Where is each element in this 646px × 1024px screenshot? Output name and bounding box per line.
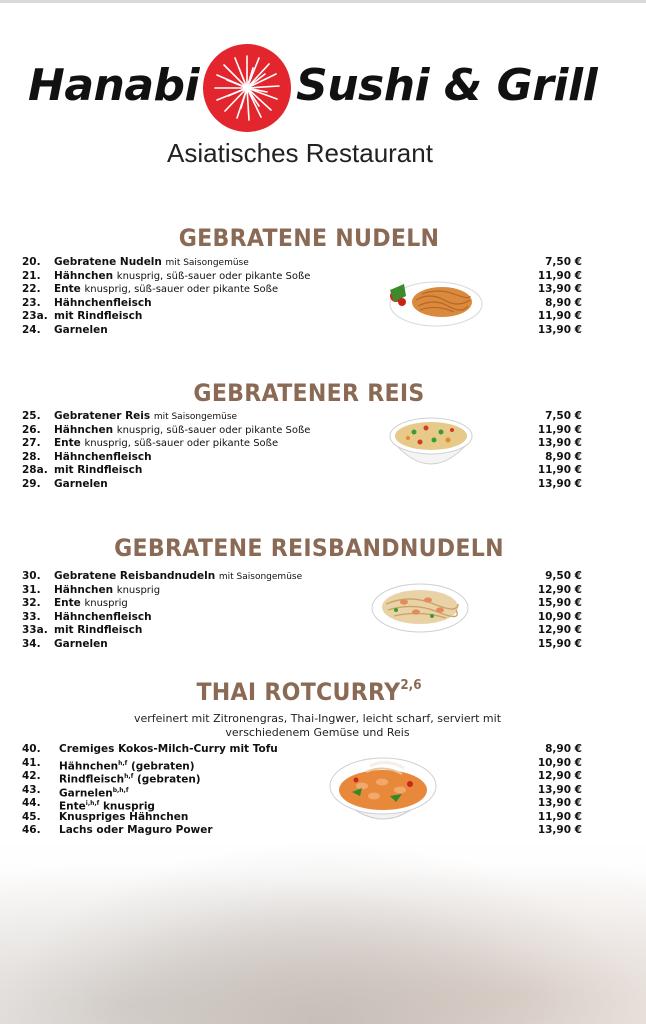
menu-item [22,283,582,297]
item-price: 13,90 € [537,323,582,336]
item-name: Lachs oder Maguro Power [59,824,213,836]
restaurant-subtitle: Asiatisches Restaurant [167,138,433,168]
section-title: GEBRATENER REIS [193,379,425,407]
item-name: mit Rindfleisch [54,624,143,636]
item-price: 12,90 € [537,583,582,596]
item-price: 13,90 € [537,437,582,449]
section-title: GEBRATENE REISBANDNUDELN [114,534,504,562]
item-name: mit Rindfleisch [54,310,143,322]
item-number: 43. [22,783,41,796]
logo-text-left: Hanabi [28,60,200,111]
item-name: Ente knusprig, süß-sauer oder pikante Soße [54,437,279,449]
item-price: 11,90 € [537,810,582,823]
item-number: 23a. [22,310,48,322]
menu-item [22,757,582,771]
menu-item [22,597,582,611]
item-name: Garnelen [54,637,108,650]
item-name: Garnelen [54,477,108,490]
menu-list [22,256,582,337]
red-curry-image [326,752,440,838]
item-price: 11,90 € [537,269,582,282]
menu-item [22,584,582,598]
item-name: Gebratener Reis mit Saisongemüse [54,410,238,422]
item-price: 12,90 € [537,624,582,636]
item-extra: mit Saisongemüse [218,572,303,582]
item-name: Hähnchen knusprig, süß-sauer oder pikante Soße [54,269,311,282]
item-name: Hähnchenfleisch [54,610,152,623]
item-name: Hähnchenfleisch [54,296,152,309]
menu-list [22,570,582,651]
item-number: 22. [22,283,41,295]
logo-text-right: Sushi & Grill [296,60,598,111]
item-number: 26. [22,423,41,436]
item-number: 25. [22,410,41,422]
menu-list [22,410,582,491]
item-name: Rindfleisch$^{h,f}$ (gebraten) [59,773,201,786]
menu-item [22,437,582,451]
item-price: 12,90 € [537,770,582,782]
item-extra: knusprig, süß-sauer oder pikante Soße [116,424,311,436]
item-extra: knusprig, süß-sauer oder pikante Soße [84,284,279,295]
menu-item [22,570,582,584]
fried-rice-image [386,410,476,478]
item-extra: mit Saisongemüse [153,412,238,422]
item-price: 15,90 € [537,597,582,609]
item-number: 28. [22,450,41,463]
item-price: 13,90 € [537,283,582,295]
item-price: 10,90 € [537,756,582,769]
item-price: 13,90 € [537,824,582,836]
item-price: 11,90 € [537,464,582,476]
item-number: 45. [22,810,41,823]
section-description: verfeinert mit Zitronengras, Thai-Ingwer, leicht scharf, serviert mit verschiedenem Gemüse und Reis [133,712,502,739]
menu-item [22,324,582,338]
item-price: 8,90 € [545,296,582,309]
item-extra: mit Saisongemüse [165,258,249,268]
menu-item [22,451,582,465]
item-number: 21. [22,269,41,282]
section-title: GEBRATENE NUDELN [178,224,440,252]
item-name: Gebratene Reisbandnudeln mit Saisongemüse [54,570,303,582]
item-extra: knusprig, süß-sauer oder pikante Soße [116,270,311,282]
item-number: 33. [22,610,41,623]
item-number: 33a. [22,624,48,636]
item-name: Ente knusprig, süß-sauer oder pikante Soße [54,283,279,295]
item-number: 20. [22,256,41,268]
menu-item [22,611,582,625]
item-number: 44. [22,797,41,809]
item-name: Knuspriges Hähnchen [59,810,189,823]
restaurant-logo [28,42,598,137]
item-name: Hähnchen knusprig, süß-sauer oder pikante Soße [54,423,311,436]
item-name: Garnelen [54,323,108,336]
allergen-superscript: 2,6 [400,678,422,693]
item-number: 34. [22,637,41,650]
firework-logo-icon [203,44,291,132]
menu-item [22,824,582,838]
item-name: Garnelen$^{b,h,f}$ [59,786,129,799]
item-name: Hähnchenfleisch [54,450,152,463]
rice-noodles-image [370,580,470,636]
item-extra: knusprig [84,598,128,609]
item-name: mit Rindfleisch [54,464,143,476]
menu-item [22,464,582,478]
item-number: 46. [22,824,41,836]
menu-item [22,424,582,438]
item-number: 28a. [22,464,48,476]
item-number: 42. [22,770,41,782]
item-name: Cremiges Kokos-Milch-Curry mit Tofu [59,743,278,755]
menu-item [22,638,582,652]
item-price: 7,50 € [545,256,582,268]
menu-item [22,624,582,638]
menu-item [22,770,582,784]
menu-item [22,410,582,424]
menu-item [22,310,582,324]
item-number: 31. [22,583,41,596]
smoke-background [0,840,646,1024]
menu-item [22,784,582,798]
item-number: 32. [22,597,41,609]
menu-item [22,811,582,825]
item-price: 13,90 € [537,797,582,809]
fried-noodles-image [384,272,484,330]
firework-burst-icon [203,44,291,132]
menu-item [22,797,582,811]
item-price: 8,90 € [545,743,582,755]
item-name: Gebratene Nudeln mit Saisongemüse [54,256,249,268]
menu-list [22,743,582,838]
menu-item [22,270,582,284]
item-price: 7,50 € [545,410,582,422]
item-price: 11,90 € [537,423,582,436]
top-border [0,0,646,3]
section-title: THAI ROTCURRY$^{2,6}$ [196,678,422,706]
item-extra: knusprig [116,584,161,596]
item-price: 13,90 € [537,783,582,796]
item-number: 23. [22,296,41,309]
item-name: Hähnchen$^{h,f}$ (gebraten) [59,759,195,772]
item-number: 29. [22,477,41,490]
item-name: Ente knusprig [54,597,128,609]
item-name: Ente$^{i,h,f}$ knusprig [59,800,155,813]
item-number: 27. [22,437,41,449]
item-price: 9,50 € [545,570,582,582]
item-extra: knusprig, süß-sauer oder pikante Soße [84,438,279,449]
menu-item [22,256,582,270]
item-name: Hähnchen knusprig [54,583,161,596]
item-number: 41. [22,756,41,769]
item-price: 8,90 € [545,450,582,463]
item-number: 30. [22,570,41,582]
item-price: 15,90 € [537,637,582,650]
item-number: 40. [22,743,41,755]
menu-item [22,478,582,492]
menu-item [22,743,582,757]
item-price: 13,90 € [537,477,582,490]
item-number: 24. [22,323,41,336]
menu-item [22,297,582,311]
item-price: 11,90 € [537,310,582,322]
item-price: 10,90 € [537,610,582,623]
